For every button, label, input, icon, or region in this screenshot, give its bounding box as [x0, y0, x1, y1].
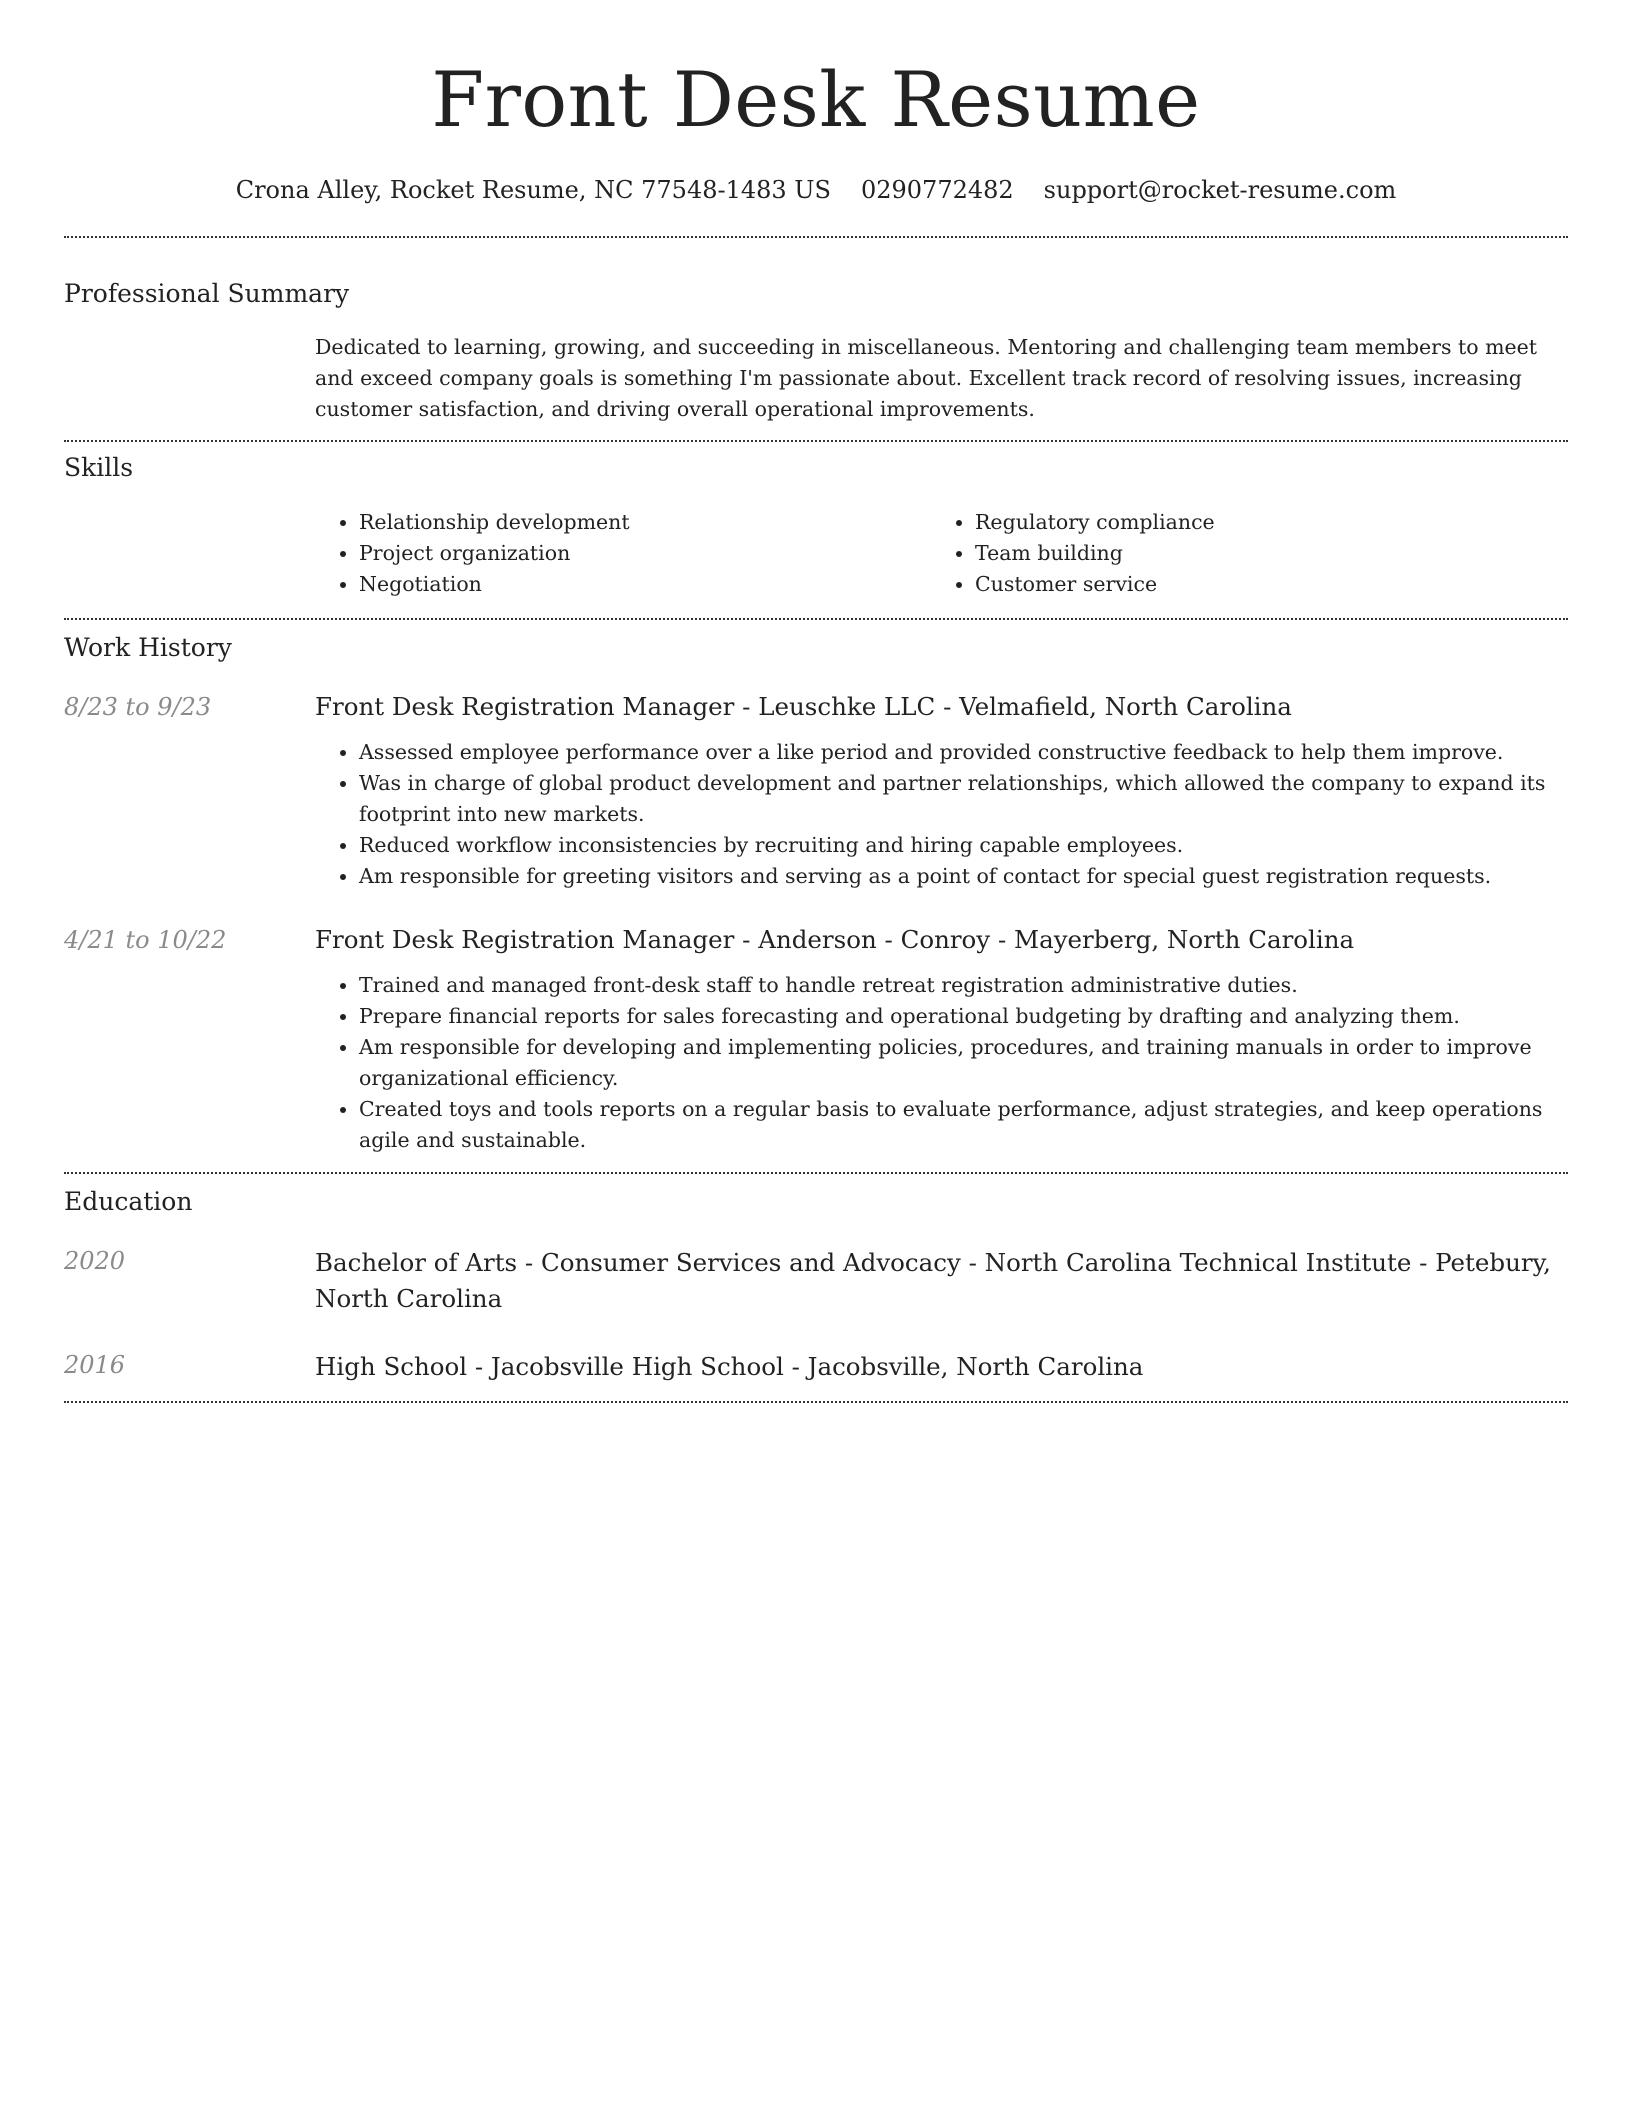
contact-line — [64, 174, 1568, 206]
job-bullet: • Was in charge of global product development and partner relationships, which allowed the company to expand its footprint into new markets. — [359, 768, 1568, 830]
job-details — [315, 924, 1568, 1156]
job-entry — [64, 691, 1568, 892]
divider — [64, 236, 1568, 238]
summary-heading: Professional Summary — [64, 279, 350, 308]
skill-item: • Team building — [975, 538, 1547, 569]
job-details — [315, 691, 1568, 892]
job-dates: 8/23 to 9/23 — [64, 693, 212, 721]
divider — [64, 1401, 1568, 1403]
job-title: Front Desk Registration Manager - Leuschke LLC - Velmafield, North Carolina — [315, 692, 1292, 721]
education-entry — [64, 1245, 1568, 1317]
job-entry — [64, 924, 1568, 1156]
skill-item: • Negotiation — [359, 569, 931, 600]
skills-list — [315, 507, 1568, 600]
job-bullet: • Prepare financial reports for sales forecasting and operational budgeting by drafting and analyzing them. — [359, 1001, 1568, 1032]
job-bullet: • Created toys and tools reports on a regular basis to evaluate performance, adjust strategies, and keep operations agile and sustainable. — [359, 1094, 1568, 1156]
education-heading: Education — [64, 1187, 193, 1216]
job-bullet: • Am responsible for developing and implementing policies, procedures, and training manuals in order to improve organizational efficiency. — [359, 1032, 1568, 1094]
job-bullet: • Assessed employee performance over a like period and provided constructive feedback to help them improve. — [359, 737, 1568, 768]
divider — [64, 1172, 1568, 1174]
skills-column-1 — [315, 507, 931, 600]
divider — [64, 440, 1568, 442]
education-year: 2016 — [64, 1351, 126, 1379]
skills-column-2 — [931, 507, 1547, 600]
job-bullet: • Trained and managed front-desk staff to handle retreat registration administrative duties. — [359, 970, 1568, 1001]
skills-heading: Skills — [64, 453, 134, 482]
skill-item: • Customer service — [975, 569, 1547, 600]
skill-item: • Relationship development — [359, 507, 931, 538]
skill-item: • Project organization — [359, 538, 931, 569]
job-dates: 4/21 to 10/22 — [64, 926, 227, 954]
resume-title: Front Desk Resume — [431, 55, 1201, 144]
education-year: 2020 — [64, 1247, 126, 1275]
resume-page — [64, 0, 1568, 1403]
education-title: High School - Jacobsville High School - Jacobsville, North Carolina — [315, 1352, 1144, 1381]
job-bullets — [315, 737, 1568, 892]
job-bullet: • Am responsible for greeting visitors and serving as a point of contact for special guest registration requests. — [359, 861, 1568, 892]
skill-item: • Regulatory compliance — [975, 507, 1547, 538]
contact-phone: 0290772482 — [860, 176, 1014, 204]
job-bullet: • Reduced workflow inconsistencies by recruiting and hiring capable employees. — [359, 830, 1568, 861]
job-title: Front Desk Registration Manager - Anderson - Conroy - Mayerberg, North Carolina — [315, 925, 1355, 954]
education-title: Bachelor of Arts - Consumer Services and Advocacy - North Carolina Technical Institute - Petebury, North Carolina — [315, 1248, 1551, 1313]
education-entry — [64, 1349, 1568, 1385]
contact-email: support@rocket-resume.com — [1043, 176, 1397, 204]
divider — [64, 618, 1568, 620]
job-bullets — [315, 970, 1568, 1156]
summary-text: Dedicated to learning, growing, and succeeding in miscellaneous. Mentoring and challenging team members to meet and exceed company goals is something I'm passionate about. Excellent track record of resolving issues, increasing customer satisfaction, and driving overall operational improvements. — [315, 335, 1538, 421]
contact-address: Crona Alley, Rocket Resume, NC 77548-1483 US — [235, 176, 831, 204]
work-history-heading: Work History — [64, 633, 232, 662]
